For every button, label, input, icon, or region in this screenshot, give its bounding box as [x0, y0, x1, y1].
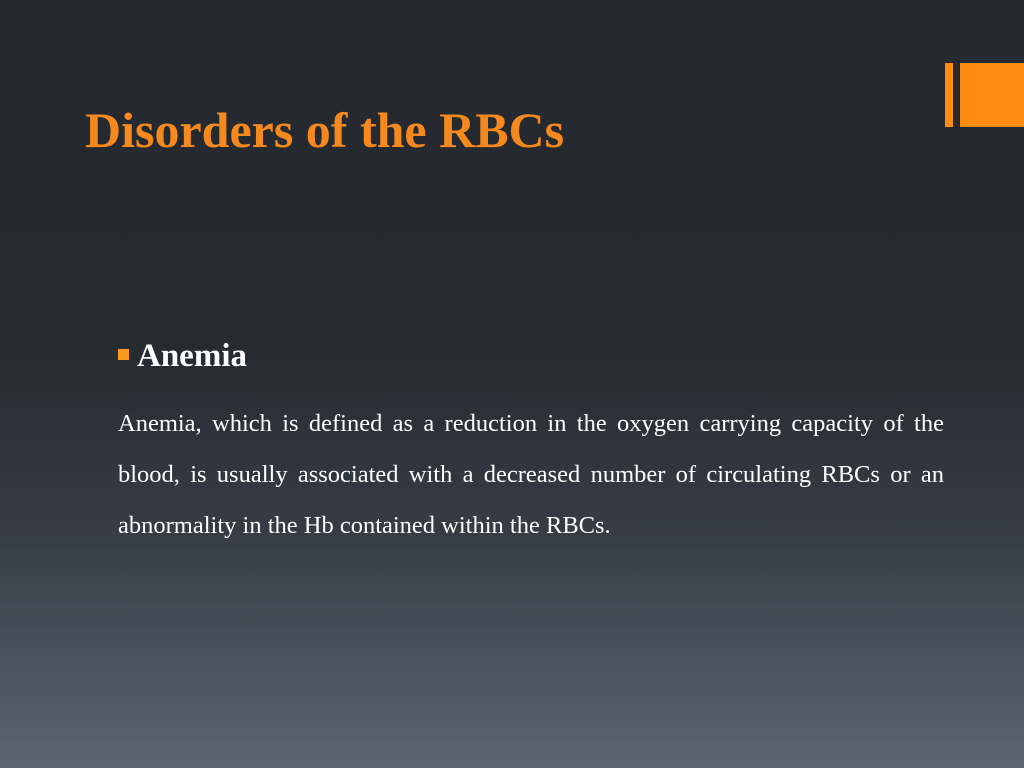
bullet-heading: Anemia	[137, 337, 247, 374]
bullet-item	[118, 336, 247, 376]
body-paragraph: Anemia, which is defined as a reduction in the oxygen carrying capacity of the blood, is usually associated with a decreased number of circulating RBCs or an abnormality in the Hb contained within the RBCs.	[118, 410, 944, 539]
slide-title: Disorders of the RBCs	[85, 102, 565, 158]
square-bullet-icon	[118, 349, 129, 360]
accent-bar-wide	[960, 63, 1024, 127]
accent-bar-thin	[945, 63, 953, 127]
